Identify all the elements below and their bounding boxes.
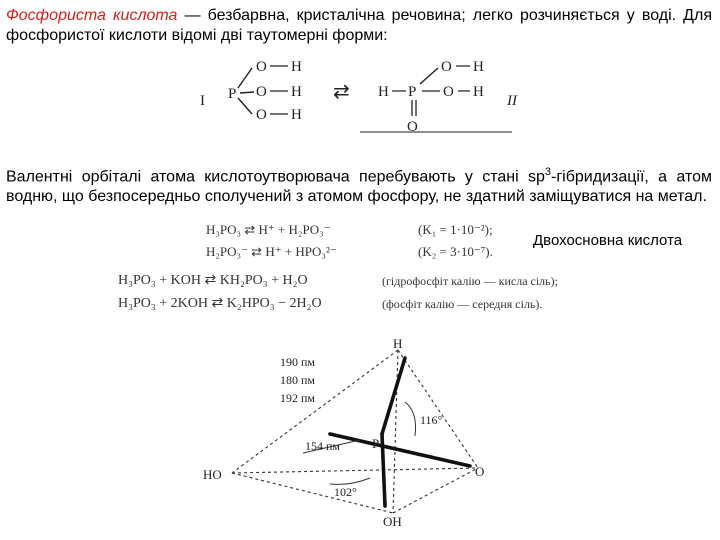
form1-h1: H <box>291 59 302 75</box>
intro-text: — безбарвна, кристалічна речовина; легко розчиняється у воді. Для фосфористої кислоти відомі дві таутомерні форми: <box>6 7 712 44</box>
hybridization-paragraph <box>6 162 712 207</box>
atom-h: H <box>393 336 403 351</box>
form2-h-mid: H <box>473 84 484 100</box>
bond-length-2: 180 пм <box>280 373 316 387</box>
angle-top: 116° <box>420 413 443 427</box>
form2-o-top: O <box>441 59 452 75</box>
dissociation-k1: (K₁ = 1·10⁻²); <box>418 222 493 237</box>
form1-label: I <box>200 93 205 109</box>
bond-length-1: 190 пм <box>280 355 316 369</box>
term-phosphorous-acid: Фосфориста кислота <box>6 7 178 24</box>
tautomer-forms <box>0 48 720 148</box>
dissociation-eq1: H₃PO₃ ⇄ H⁺ + H₂PO₃⁻ <box>206 222 331 237</box>
form1-h3: H <box>291 107 302 123</box>
form2-o-mid: O <box>443 84 454 100</box>
reaction-1-comment: (гідрофосфіт калію — кисла сіль); <box>382 274 558 288</box>
reaction-2: H₃PO₃ + 2KOH ⇄ K₂HPO₃ − 2H₂O <box>118 296 322 311</box>
atom-p: P <box>372 436 380 451</box>
atom-oh: OH <box>383 514 402 529</box>
form1-o3: O <box>256 107 267 123</box>
hybrid-sup: 3 <box>544 166 552 178</box>
form2-o-bottom: O <box>407 119 418 135</box>
dibasic-acid-note: Двохосновна кислота <box>533 232 683 249</box>
molecular-structure <box>0 328 720 540</box>
bond-length-3: 192 пм <box>280 391 316 405</box>
form2-p: P <box>408 84 417 100</box>
hybrid-text-after: -гібридизації, а атом водню, що безпосередньо сполучений з атомом фосфору, не здатний заміщуватися на метал. <box>6 168 713 206</box>
reaction-1: H₃PO₃ + KOH ⇄ KH₂PO₃ + H₂O <box>118 273 308 288</box>
bond-po-length: 154 пм <box>305 439 341 453</box>
dissociation-k2: (K₂ = 3·10⁻⁷). <box>418 244 493 259</box>
form1-o1: O <box>256 59 267 75</box>
form2-label: II <box>507 93 517 109</box>
hybrid-text-before: Валентні орбіталі атома кислотоутворювача перебувають у стані sp <box>6 168 545 186</box>
tautomer-arrow: ⇄ <box>333 81 350 103</box>
intro-paragraph <box>6 6 712 46</box>
atom-o: O <box>475 464 485 479</box>
form1-h2: H <box>291 84 302 100</box>
atom-ho: HO <box>203 467 222 482</box>
form2-h-left: H <box>378 84 389 100</box>
form1-p: P <box>228 86 237 102</box>
angle-bottom: 102° <box>334 485 357 499</box>
form1-o2: O <box>256 84 267 100</box>
reaction-2-comment: (фосфіт калію — середня сіль). <box>382 297 543 311</box>
form2-h-top: H <box>473 59 484 75</box>
dissociation-eq2: H₂PO₃⁻ ⇄ H⁺ + HPO₃²⁻ <box>206 244 337 259</box>
